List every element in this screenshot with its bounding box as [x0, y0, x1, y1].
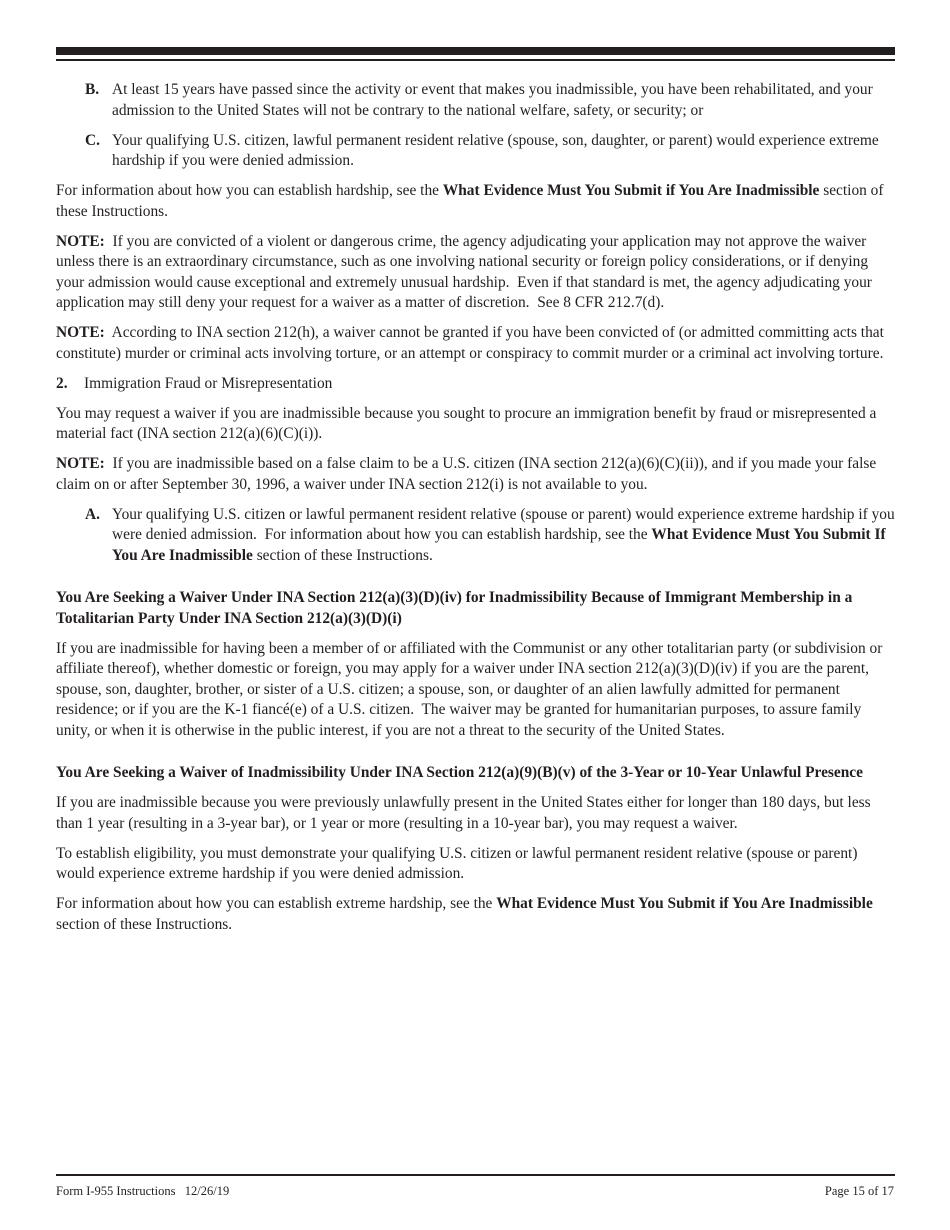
totalitarian-paragraph: If you are inadmissible for having been a member of or affiliated with the Communist or any other totalitarian party (or subdivision or affiliate thereof), whether domestic or foreign, you may apply for a waiver under INA section 212(a)(3)(D)(iv) if you are the parent, spouse, son, daughter, brother, or sister of a U.S. citizen; a spouse, son, or daughter of an alien lawfully admitted for permanent residence; or if you are the K-1 fiancé(e) of a U.S. citizen. The waiver may be granted for humanitarian purposes, to assure family unity, or when it is otherwise in the public interest, if you are not a threat to the security of the United States. [56, 639, 887, 739]
list-item-c [85, 131, 895, 172]
list-item-label: B. [85, 81, 100, 98]
note-ina-212h: NOTE: According to INA section 212(h), a waiver cannot be granted if you have been convicted of (or admitted committing acts that constitute) murder or criminal acts involving torture, or an attempt or conspiracy to commit murder or a criminal act involving torture. [56, 324, 888, 362]
list-item-label: C. [85, 131, 100, 149]
list-item-text: Your qualifying U.S. citizen, lawful permanent resident relative (spouse, son, daughter, or parent) would experience extreme hardship if you were denied admission. [112, 131, 879, 169]
extreme-hardship-info-paragraph: For information about how you can establish extreme hardship, see the What Evidence Must You Submit if You Are Inadmissible section of these Instructions. [56, 895, 873, 933]
section-title: Immigration Fraud or Misrepresentation [84, 374, 333, 392]
note-label: NOTE: [56, 232, 105, 250]
footer-form-id: Form I-955 Instructions 12/26/19 [56, 1184, 230, 1198]
section-reference: What Evidence Must You Submit If You Are Inadmissible [112, 526, 886, 564]
header-rule-thick [56, 47, 895, 55]
fraud-paragraph: You may request a waiver if you are inadmissible because you sought to procure an immigration benefit by fraud or misrepresented a material fact (INA section 212(a)(6)(C)(i)). [56, 404, 877, 442]
header-rule-thin [56, 59, 895, 61]
footer-page-number: Page 15 of 17 [824, 1184, 894, 1198]
section-reference: What Evidence Must You Submit if You Are Inadmissible [442, 182, 820, 199]
note-false-claim: NOTE: If you are inadmissible based on a false claim to be a U.S. citizen (INA section 212(a)(6)(C)(ii)), and if you made your false claim on or after September 30, 1996, a waiver under INA section 212(i) is not available to you. [56, 455, 881, 493]
note-violent-crime: NOTE: If you are convicted of a violent or dangerous crime, the agency adjudicating your application may not approve the waiver unless there is an extraordinary circumstance, such as one involving national security or foreign policy considerations, or if denying your admission would cause exceptional and extremely unusual hardship. Even if that standard is met, the agency adjudicating your application may still deny your request for a waiver as a matter of discretion. See 8 CFR 212.7(d). [56, 232, 876, 311]
page-content [56, 80, 899, 945]
heading-unlawful-presence-waiver: You Are Seeking a Waiver of Inadmissibility Under INA Section 212(a)(9)(B)(v) of the 3-Year or 10-Year Unlawful Presence [56, 764, 863, 781]
unlawful-paragraph-2: To establish eligibility, you must demonstrate your qualifying U.S. citizen or lawful permanent resident relative (spouse or parent) would experience extreme hardship if you were denied admission. [56, 844, 858, 882]
footer-rule [56, 1174, 895, 1176]
list-item-b [85, 80, 895, 121]
list-item-label: A. [85, 505, 100, 523]
note-label: NOTE: [56, 455, 105, 472]
hardship-info-paragraph: For information about how you can establish hardship, see the What Evidence Must You Submit if You Are Inadmissible section of these Instructions. [56, 182, 884, 220]
list-item-text: At least 15 years have passed since the activity or event that makes you inadmissible, you have been rehabilitated, and your admission to the United States will not be contrary to the national welfare, safety, or security; or [112, 81, 873, 119]
unlawful-paragraph-1: If you are inadmissible because you were previously unlawfully present in the United States either for longer than 180 days, but less than 1 year (resulting in a 3-year bar), or 1 year or more (resulting in a 10-year bar), you may request a waiver. [56, 794, 871, 832]
section-number: 2. [56, 374, 68, 392]
heading-totalitarian-waiver: You Are Seeking a Waiver Under INA Section 212(a)(3)(D)(iv) for Inadmissibility Because of Immigrant Membership in a Totalitarian Party Under INA Section 212(a)(3)(D)(i) [56, 589, 853, 627]
note-label: NOTE: [56, 324, 105, 341]
list-item-a [85, 505, 899, 567]
section-reference: What Evidence Must You Submit if You Are Inadmissible [496, 895, 873, 912]
section-2-heading [56, 374, 895, 395]
list-item-text: Your qualifying U.S. citizen or lawful permanent resident relative (spouse or parent) would experience extreme hardship if you were denied admission. For information about how you can establish hardship, see the What Evidence Must You Submit If You Are Inadmissible section of these Instructions. [112, 505, 899, 564]
